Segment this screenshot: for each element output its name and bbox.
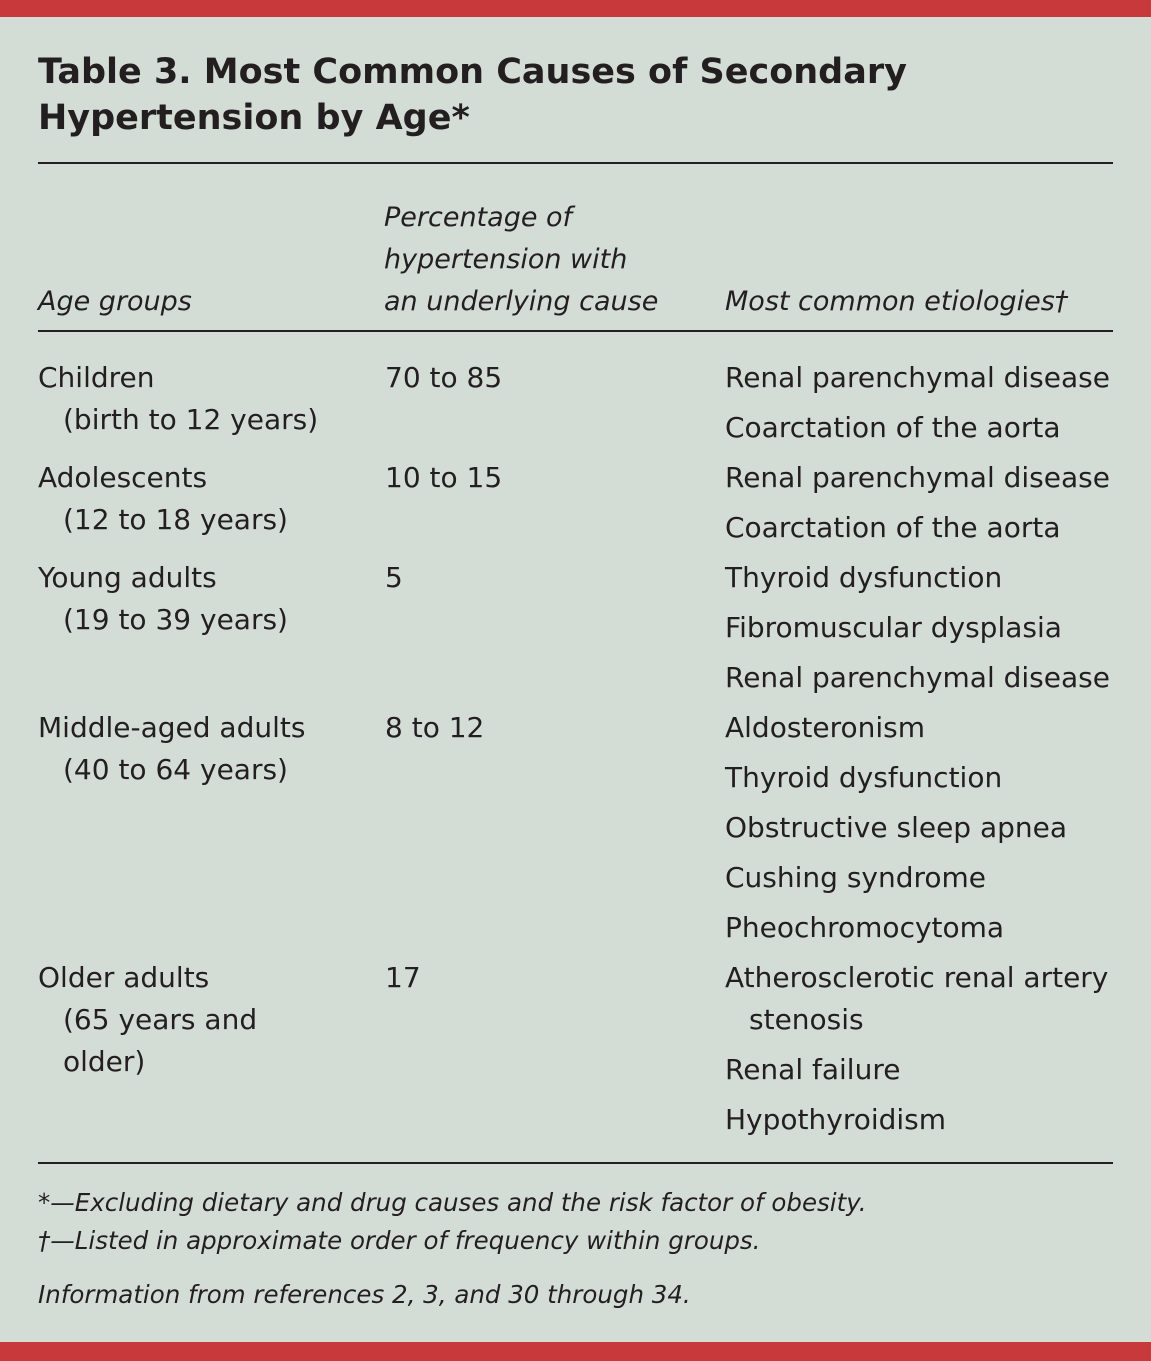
etiology-item: Coarctation of the aorta bbox=[725, 411, 1061, 444]
table-title: Table 3. Most Common Causes of Secondary Hypertension by Age* bbox=[38, 52, 907, 138]
age-group-cell bbox=[38, 557, 358, 641]
etiology-item: Fibromuscular dysplasia bbox=[725, 611, 1062, 644]
age-group-range: (65 years and older) bbox=[63, 1003, 258, 1078]
header-etiologies: Most common etiologies† bbox=[725, 286, 1069, 317]
etiology-item: Thyroid dysfunction bbox=[725, 561, 1003, 594]
etiology-item: Aldosteronism bbox=[725, 711, 926, 744]
age-group-name: Middle-aged adults bbox=[38, 711, 306, 744]
etiology-item: Renal parenchymal disease bbox=[725, 461, 1110, 494]
percentage-cell: 17 bbox=[385, 961, 421, 994]
etiology-item: Pheochromocytoma bbox=[725, 911, 1005, 944]
etiology-item: Thyroid dysfunction bbox=[725, 761, 1003, 794]
age-group-name: Adolescents bbox=[38, 461, 208, 494]
age-group-cell bbox=[38, 707, 358, 791]
top-accent-bar bbox=[0, 0, 1151, 17]
footnote-asterisk: *—Excluding dietary and drug causes and the risk factor of obesity. bbox=[38, 1188, 867, 1217]
age-group-name: Young adults bbox=[38, 561, 217, 594]
header-percentage: Percentage of hypertension with an underlying cause bbox=[384, 202, 659, 317]
percentage-cell: 70 to 85 bbox=[385, 361, 503, 394]
source-note: Information from references 2, 3, and 30 through 34. bbox=[38, 1280, 691, 1309]
age-group-name: Older adults bbox=[38, 961, 210, 994]
etiologies-cell bbox=[725, 557, 1125, 707]
percentage-cell: 8 to 12 bbox=[385, 711, 485, 744]
etiology-item: Renal failure bbox=[725, 1053, 901, 1086]
etiology-item: Renal parenchymal disease bbox=[725, 361, 1110, 394]
age-group-range: (40 to 64 years) bbox=[63, 753, 288, 786]
age-group-cell bbox=[38, 957, 358, 1083]
header-age-groups: Age groups bbox=[38, 286, 192, 317]
etiologies-cell bbox=[725, 457, 1125, 557]
etiology-item: Obstructive sleep apnea bbox=[725, 811, 1068, 844]
age-group-name: Children bbox=[38, 361, 155, 394]
etiologies-cell bbox=[725, 357, 1125, 457]
etiology-item-continuation: stenosis bbox=[749, 1003, 864, 1036]
age-group-range: (19 to 39 years) bbox=[63, 603, 288, 636]
footnote-dagger: †—Listed in approximate order of frequency within groups. bbox=[38, 1226, 761, 1255]
etiology-item: Coarctation of the aorta bbox=[725, 511, 1061, 544]
header-divider bbox=[38, 330, 1113, 332]
bottom-accent-bar bbox=[0, 1342, 1151, 1361]
etiology-item: Hypothyroidism bbox=[725, 1103, 947, 1136]
etiology-item-text: Atherosclerotic renal artery bbox=[725, 961, 1109, 994]
age-group-range: (12 to 18 years) bbox=[63, 503, 288, 536]
etiology-item: Renal parenchymal disease bbox=[725, 661, 1110, 694]
age-group-range: (birth to 12 years) bbox=[63, 403, 319, 436]
etiologies-cell bbox=[725, 957, 1125, 1149]
title-divider bbox=[38, 162, 1113, 164]
table-bottom-divider bbox=[38, 1162, 1113, 1164]
age-group-cell bbox=[38, 457, 358, 541]
etiologies-cell bbox=[725, 707, 1125, 957]
percentage-cell: 10 to 15 bbox=[385, 461, 503, 494]
etiology-item bbox=[725, 957, 1125, 1041]
percentage-cell: 5 bbox=[385, 561, 403, 594]
etiology-item: Cushing syndrome bbox=[725, 861, 987, 894]
age-group-cell bbox=[38, 357, 358, 441]
